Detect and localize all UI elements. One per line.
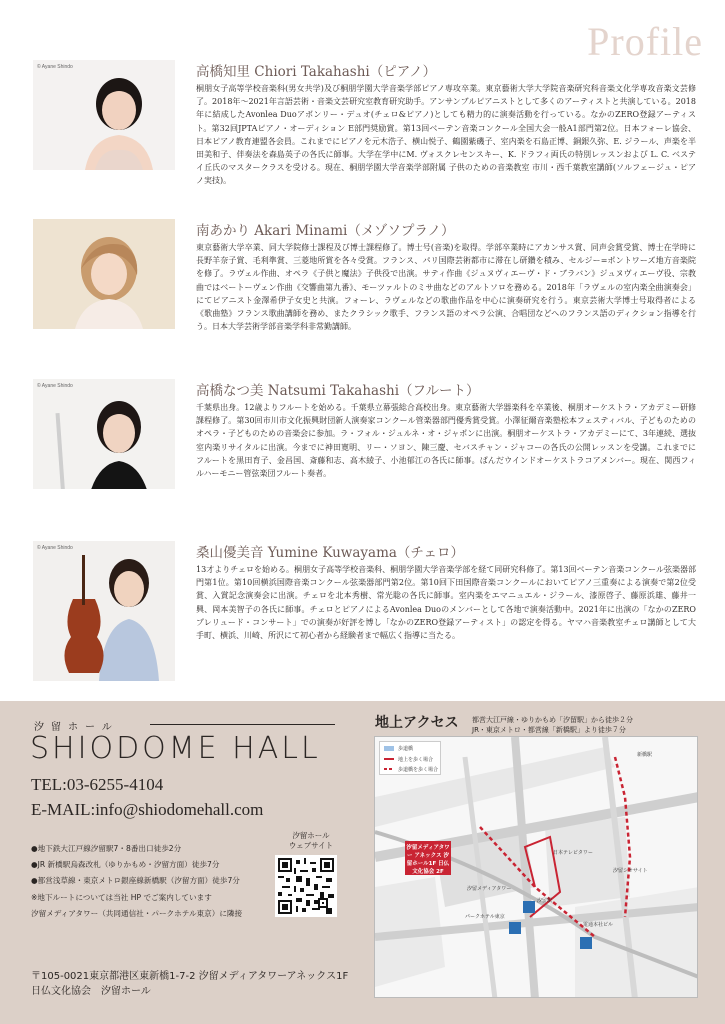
map-label: 新橋駅: [637, 752, 653, 758]
legend-item: 歩道橋を歩く場合: [398, 767, 439, 773]
map-label: 汐留メディアタワー: [467, 886, 512, 892]
photo-credit: © Ayane Shindo: [37, 545, 73, 551]
map-label: 日本テレビタワー: [553, 850, 593, 856]
map-note: [472, 715, 633, 735]
artist-profile-chiori-takahashi: [33, 60, 698, 186]
access-item: ●JR 新橋駅烏森改札（ゆりかもめ・汐留方面）徒歩7分: [31, 860, 220, 870]
qr-label: 汐留ホール ウェブサイト: [288, 831, 334, 850]
artist-name: 桑山優美音 Yumine Kuwayama（チェロ）: [196, 545, 465, 561]
artist-bio: 13才よりチェロを始める。桐朋女子高等学校音楽科、桐朋学園大学音楽学部を経て同研究科修了。第13回ベーテン音楽コンクール弦楽器部門第1位。第10回横浜国際音楽コンクール弦楽器部門第2位。第10回下田国際音楽コンクールにおいてピアノ三重奏による演奏で第2位受賞、入賞記念演奏会に出演。チェロを北本秀樹、常光聡の各氏に師事。室内楽をエマニュエル・ジラール、漆原啓子、藤原浜雄、藤井一興、岡本美智子の各氏に師事。チェロとピアノによるAvonlea Duoのメンバーとして各地で演奏活動中。2021年に出演の「なかのZEROプレリュード・コンサート」での演奏が好評を博し「なかのZERO登録アーティスト」の認定を得る。ヤマハ音楽教室チェロ講師として大手町、横浜、川崎、所沢にて初心者から経験者まで幅広く指導に当たる。: [196, 565, 696, 641]
legend-item: 歩道橋: [398, 746, 414, 752]
organization-name: 日仏文化協会 汐留ホール: [31, 986, 151, 997]
artist-name: 高橋なつ美 Natsumi Takahashi（フルート）: [196, 383, 480, 399]
artist-bio: 桐朋女子高等学校音楽科(男女共学)及び桐朋学園大学音楽学部ピアノ専攻卒業。東京藝術大学大学院音楽研究科音楽文化学専攻音楽文芸修了。2018年～2021年言語芸術・音楽文芸研究室教育研究助手。アンサンブルピアニストとして多くのアーティストと共演している。2018年に結成したAvonlea Duoアボンリー・デュオ(チェロ&ピアノ)としても精力的に演奏活動を行っている。なかのZERO登録アーティスト。第32回JPTAピアノ・オーディション E部門奨励賞。第13回ベーテン音楽コンクール全国大会一般A1部門第2位。日本フォーレ協会、日本ピアノ教育連盟各会員。これまでにピアノを元木浩子、横山悦子、鶴園紫磯子、室内楽を石島正博、銅銀久弥、E. ジラール、声楽を半田美和子、伴奏法を森島英子の各氏に師事。大学在学中にM. ヴォスクレセンスキー、K. ドラフィ両氏の特別レッスンおよび L. C. ベステイ丘氏のマスタークラスを受ける。現在、桐朋学園大学音楽学部附属 子供のための音楽教室 市川・西千葉教室講師(ソルフェージュ・ピアノ実技)。: [196, 84, 696, 186]
access-map: [374, 736, 698, 998]
artist-name: 高橋知里 Chiori Takahashi（ピアノ）: [196, 64, 437, 80]
map-legend: [379, 741, 441, 775]
divider: [150, 724, 335, 725]
access-note: 汐留メディアタワー（共同通信社・パークホテル東京）に隣接: [31, 908, 243, 918]
photo-credit: © Ayane Shindo: [37, 64, 73, 70]
map-note-line: JR・東京メトロ・都営線「新橋駅」より徒歩７分: [472, 726, 626, 734]
artist-profile-natsumi-takahashi: [33, 379, 698, 519]
access-list: [31, 841, 242, 922]
website-qr-code[interactable]: [275, 855, 337, 917]
access-note: ※地下ルートについては当社 HP でご案内しています: [31, 892, 212, 902]
artist-photo: [33, 541, 175, 681]
hall-kana: 汐留ホール: [34, 722, 119, 733]
artist-bio: 千葉県出身。12歳よりフルートを始める。千葉県立幕張総合高校出身。東京藝術大学器楽科を卒業後、桐朋オーケストラ・アカデミー研修課程修了。第30回市川市文化振興財団新人演奏家コンクール管楽器部門優秀賞受賞。小澤征爾音楽塾松本フェスティバル、子どものためのオペラ・子どものための音楽会に参加。ラ・フォル・ジュルネ・オ・ジャポンに出演。桐朋オーケストラ・アカデミーにて、3年連続、選抜室内楽リサイタルに出演。今までに神田寛明、リー・ソヨン、陳三慶、セバスチャン・ジャコーの各氏の公開レッスンを受講。これまでにフルートを黒田育子、金昌国、斎藤和志、高木綾子、小池郁江の各氏に師事。ぱんだウインドオーケストラコアメンバー。現在、関西フィルハーモニー管弦楽団フルート奏者。: [196, 403, 696, 479]
artist-name: 南あかり Akari Minami（メゾソプラノ）: [196, 223, 455, 239]
map-title: 地上アクセス: [375, 715, 459, 731]
artist-profile-yumine-kuwayama: [33, 541, 698, 681]
map-label: 電通本社ビル: [583, 922, 614, 928]
access-item: ●都営浅草線・東京メトロ銀座線新橋駅（汐留方面）徒歩7分: [31, 876, 240, 886]
artist-bio: 東京藝術大学卒業、同大学院修士課程及び博士課程修了。博士号(音楽)を取得。学部卒業時にアカンサス賞、同声会賞受賞、博士在学時に長野羊奈子賞、毛利準賞、三菱地所賞を各々受賞。フランス、パリ国際芸術都市に滞在し研鑽を積み、セルジー=ポントワーズ地方音楽院を修了。ラヴェル作曲、オペラ《子供と魔法》子供役で出演。サティ作曲《ジュヌヴィエーヴ・ド・ブラバン》ジュヌヴィエーヴ役、宗教曲ではベートーヴェン作曲《交響曲第九番》、モーツァルトのミサ曲などのアルトソロを務める。2018年「ラヴェルの室内楽全曲演奏会」にてピアニスト金澤希伊子女史と共演。フォーレ、ラヴェルなどの歌曲作品を中心に演奏研究を行う。東京芸術大学博士号取得者による《歌曲塾》フランス歌曲講師を務め、またクラシック歌手、フランス語のオペラ公演、合唱団などへのフランス語のディクション指導を行う。日本大学芸術学部音楽学科非常勤講師。: [196, 243, 696, 332]
map-hall-marker: 汐留メディアタワー アネックス 汐留ホール1F 日仏文化協会 2F: [405, 841, 451, 875]
artist-photo: [33, 60, 175, 170]
address-line: 〒105-0021東京都港区東新橋1-7-2 汐留メディアタワーアネックス1F: [31, 971, 349, 982]
artist-photo: [33, 379, 175, 489]
map-label: 汐留シオサイト: [613, 868, 648, 874]
hall-logo: SHIODOME HALL: [30, 731, 321, 766]
hall-email[interactable]: E-MAIL:info@shiodomehall.com: [31, 800, 264, 819]
artist-photo: [33, 219, 175, 329]
hall-phone[interactable]: TEL:03-6255-4104: [31, 775, 164, 794]
map-note-line: 都営大江戸線・ゆりかもめ「汐留駅」から徒歩２分: [472, 716, 633, 724]
artist-profile-akari-minami: [33, 219, 698, 359]
map-label: 汐留駅: [537, 898, 553, 904]
page-title: Profile: [587, 19, 703, 64]
photo-credit: © Ayane Shindo: [37, 383, 73, 389]
map-label: パークホテル東京: [465, 914, 505, 920]
hall-address: [31, 969, 348, 999]
legend-item: 地上を歩く場合: [398, 757, 434, 763]
access-item: ●地下鉄大江戸線汐留駅7・8番出口徒歩2分: [31, 844, 182, 853]
